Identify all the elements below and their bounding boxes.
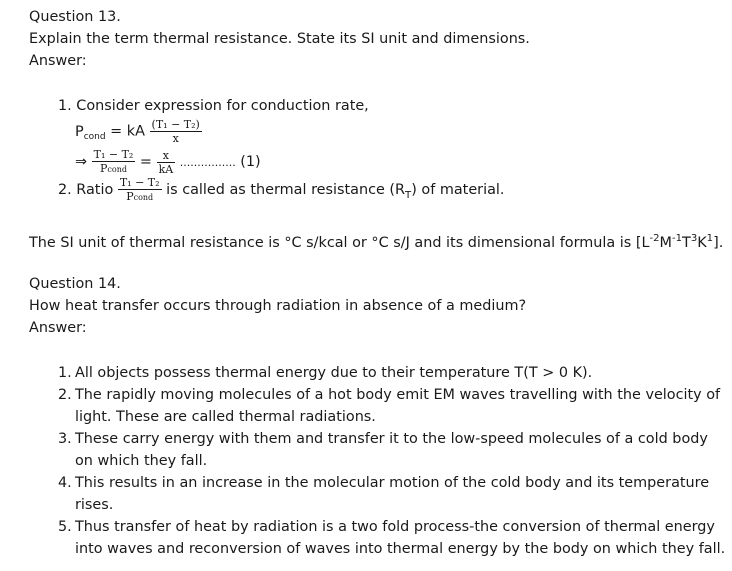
question-13-heading: Question 13. — [29, 9, 121, 25]
rearranged-equation — [75, 148, 261, 176]
conduction-rate-equation — [75, 118, 202, 145]
q13-item-1: 1. Consider expression for conduction rate, — [58, 98, 369, 114]
question-13-text: Explain the term thermal resistance. State its SI unit and dimensions. — [29, 31, 530, 47]
question-14-text: How heat transfer occurs through radiation in absence of a medium? — [29, 298, 527, 314]
question-14-heading: Question 14. — [29, 276, 121, 292]
equals-sign: = — [139, 154, 152, 170]
si-unit-statement: The SI unit of thermal resistance is °C s/kcal or °C s/J and its dimensional formula is $[L^{-2}M^{-1}T^3K^1]$. — [29, 233, 724, 251]
p-cond-symbol: $P_{cond}$ — [75, 123, 106, 142]
ratio-fraction-lhs: $\frac{\text{T₁ − T₂}}{\text{Pcond}}$ — [93, 148, 134, 175]
thermal-resistance-fraction: $\frac{\text{T₁ − T₂}}{\text{Pcond}}$ — [119, 176, 160, 203]
q13-item-2: 2. Ratio $\frac{\text{T₁ − T₂}}{\text{Pcond}}$ is called as thermal resistance $(R_T)$ of material. — [58, 176, 505, 203]
implies-arrow: ⇒ — [75, 154, 88, 170]
temperature-difference-fraction: $\frac{\text{(T₁ − T₂)}}{x}$ — [151, 118, 200, 145]
question-14-answer-label: Answer: — [29, 320, 87, 336]
equals-ka: = kA — [105, 123, 150, 140]
question-13-answer-label: Answer: — [29, 53, 87, 69]
ratio-fraction-rhs: $\frac{x}{kA}$ — [158, 148, 174, 176]
leader-dots: ................ — [179, 156, 236, 169]
equation-number: (1) — [240, 154, 261, 170]
